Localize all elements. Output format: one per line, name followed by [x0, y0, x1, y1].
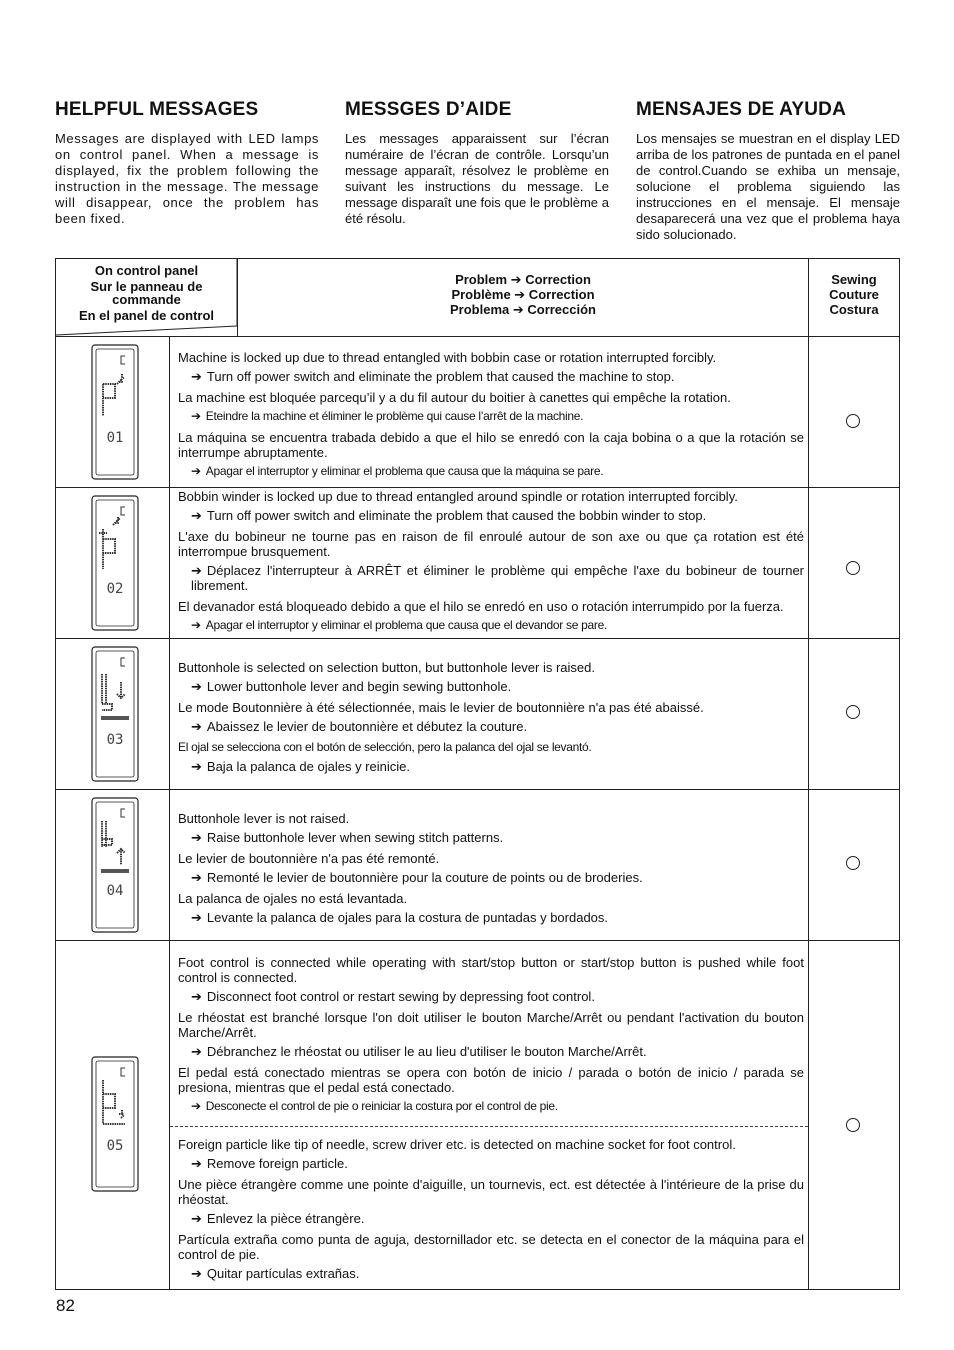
- page-number: 82: [56, 1296, 75, 1315]
- heading-english: HELPFUL MESSAGES: [55, 99, 259, 120]
- problem-text: El devanador está bloqueado debido a que el hilo se enredó en uso o rotación interrumpido por la fuerza.: [178, 599, 784, 614]
- correction-label: Desconecte el control de pie o reiniciar la costura por el control de pie.: [205, 1099, 558, 1113]
- table-row: [56, 638, 899, 789]
- problem-text: Bobbin winder is locked up due to thread entangled around spindle or rotation interrupted forcibly.: [178, 489, 738, 504]
- table-header: [56, 259, 899, 337]
- table-row: [56, 940, 899, 1289]
- correction-label: Remonté le levier de boutonnière pour la couture de points ou de broderies.: [206, 870, 643, 885]
- intro-column-english: [55, 99, 319, 227]
- problem-text: Foreign particle like tip of needle, screw driver etc. is detected on machine socket for foot control.: [178, 1137, 736, 1152]
- problem-text: Machine is locked up due to thread entangled with bobbin case or rotation interrupted forcibly.: [178, 350, 717, 365]
- problem-text: Partícula extraña como punta de aguja, destornillador etc. se detecta en el conector de la máquina para el control de pie.: [178, 1232, 804, 1262]
- correction-label: Apagar el interruptor y eliminar el problema que causa que el devandor se pare.: [205, 618, 607, 632]
- header-sewing-en: Sewing: [831, 272, 877, 287]
- header-sewing-cell: [809, 272, 899, 317]
- svg-text:05: 05: [106, 1138, 124, 1154]
- problem-text: Une pièce étrangère comme une pointe d'aiguille, un tournevis, ect. est détectée à l'intérieure de la prise du rhéostat.: [178, 1177, 804, 1207]
- correction-text: [178, 1266, 804, 1281]
- arrow-icon: ➔: [191, 759, 202, 774]
- row-text: [178, 955, 804, 1120]
- correction-label: Eteindre la machine et éliminer le problème qui cause l’arrêt de la machine.: [205, 409, 584, 423]
- header-sewing-fr: Couture: [829, 287, 879, 302]
- correction-text: [178, 618, 804, 633]
- heading-french: MESSGES D’AIDE: [345, 99, 512, 120]
- correction-label: Lower buttonhole lever and begin sewing buttonhole.: [206, 679, 512, 694]
- problem-text: El pedal está conectado mientras se opera con botón de inicio / parada o botón de inicio / parada se presiona, mientras que el pedal está conectado.: [178, 1065, 804, 1095]
- messages-table: [55, 258, 900, 1290]
- header-panel-fr: Sur le panneau de commande: [90, 279, 203, 307]
- header-sewing-es: Costura: [829, 302, 879, 317]
- problem-text: Le rhéostat est branché lorsque l'on doit utiliser le bouton Marche/Arrêt ou pendant l'activation du bouton Marche/Arrêt.: [178, 1010, 804, 1040]
- correction-text: [178, 464, 804, 479]
- correction-label: Levante la palanca de ojales para la costura de puntadas y bordados.: [206, 910, 609, 925]
- problem-text: El ojal se selecciona con el botón de selección, pero la palanca del ojal se levantó.: [178, 740, 592, 754]
- arrow-icon: ➔: [191, 1266, 202, 1281]
- correction-text: [178, 1156, 804, 1171]
- lcd-display-icon: [91, 344, 139, 480]
- sewing-indicator-icon: [846, 1118, 860, 1132]
- intro-column-spanish: [636, 99, 900, 243]
- correction-text: [178, 759, 804, 774]
- arrow-icon: ➔: [191, 563, 202, 578]
- arrow-icon: ➔: [191, 1099, 201, 1113]
- problem-text: La máquina se encuentra trabada debido a que el hilo se enredó con la caja bobina o a que la rotación se interrumpe abruptamente.: [178, 430, 804, 460]
- arrow-icon: ➔: [191, 830, 202, 845]
- arrow-icon: ➔: [191, 719, 202, 734]
- problem-text: La machine est bloquée parcequ’il y a du fil autour du boitier à canettes qui empêche la rotation.: [178, 390, 731, 405]
- correction-text: [178, 679, 804, 694]
- header-problem-es: Problema ➔ Corrección: [450, 302, 596, 317]
- sewing-indicator-icon: [846, 705, 860, 719]
- svg-text:04: 04: [106, 883, 124, 899]
- correction-text: [178, 989, 804, 1004]
- problem-text: Le mode Boutonnière à été sélectionnée, mais le levier de boutonnière n'a pas été abaissé.: [178, 700, 704, 715]
- arrow-icon: ➔: [191, 989, 202, 1004]
- arrow-icon: ➔: [191, 409, 201, 423]
- correction-text: [178, 830, 804, 845]
- row-text: [178, 489, 804, 639]
- header-problem-fr: Problème ➔ Correction: [451, 287, 595, 302]
- intro-text-english: Messages are displayed with LED lamps on control panel. When a message is displayed, fix the problem following the instruction in the message. The message will disappear, once the problem has been fixed.: [55, 131, 319, 226]
- sewing-indicator-icon: [846, 414, 860, 428]
- col-divider-header: [237, 259, 238, 336]
- lcd-display-icon: [91, 495, 139, 631]
- problem-text: Buttonhole lever is not raised.: [178, 811, 350, 826]
- lcd-display-icon: [91, 646, 139, 782]
- row-text: [178, 811, 804, 931]
- header-problem-en: Problem ➔ Correction: [455, 272, 591, 287]
- correction-label: Enlevez la pièce étrangère.: [206, 1211, 365, 1226]
- row-text: [178, 660, 804, 780]
- arrow-icon: ➔: [191, 1044, 202, 1059]
- header-problem-cell: [238, 272, 808, 317]
- correction-text: [178, 508, 804, 523]
- svg-text:02: 02: [106, 581, 124, 597]
- table-row: [56, 487, 899, 638]
- arrow-icon: ➔: [191, 910, 202, 925]
- row-text: [178, 350, 804, 485]
- correction-text: [178, 719, 804, 734]
- problem-text: Buttonhole is selected on selection button, but buttonhole lever is raised.: [178, 660, 595, 675]
- problem-text: La palanca de ojales no está levantada.: [178, 891, 408, 906]
- problem-text: Foot control is connected while operating with start/stop button or start/stop button is pushed while foot control is connected.: [178, 955, 804, 985]
- correction-label: Apagar el interruptor y eliminar el problema que causa que la máquina se pare.: [205, 464, 604, 478]
- arrow-icon: ➔: [191, 679, 202, 694]
- intro-text-spanish: Los mensajes se muestran en el display LED arriba de los patrones de puntada en el panel de control.Cuando se exhiba un mensaje, solucione el problema siguiendo las instrucciones en el mensaje. El mensaje desaparecerá una vez que el problema haya sido solucionado.: [636, 131, 900, 242]
- correction-label: Turn off power switch and eliminate the problem that caused the machine to stop.: [206, 369, 675, 384]
- heading-spanish: MENSAJES DE AYUDA: [636, 99, 846, 120]
- correction-text: [178, 369, 804, 384]
- dashed-separator: [170, 1126, 808, 1127]
- header-divider: [56, 259, 246, 336]
- intro-column-french: [345, 99, 609, 227]
- correction-label: Quitar partículas extrañas.: [206, 1266, 360, 1281]
- svg-text:01: 01: [106, 430, 124, 446]
- correction-text: [178, 409, 804, 424]
- table-row: [56, 336, 899, 487]
- correction-text: [178, 1099, 804, 1114]
- correction-text: [178, 563, 804, 593]
- arrow-icon: ➔: [191, 508, 202, 523]
- correction-text: [178, 910, 804, 925]
- sewing-indicator-icon: [846, 856, 860, 870]
- correction-text: [178, 1211, 804, 1226]
- sewing-indicator-icon: [846, 561, 860, 575]
- correction-label: Remove foreign particle.: [206, 1156, 348, 1171]
- correction-label: Turn off power switch and eliminate the problem that caused the bobbin winder to stop.: [206, 508, 707, 523]
- arrow-icon: ➔: [191, 618, 201, 632]
- arrow-icon: ➔: [191, 1156, 202, 1171]
- problem-text: Le levier de boutonnière n'a pas été remonté.: [178, 851, 440, 866]
- intro-text-french: Les messages apparaissent sur l’écran numéraire de l’écran de contrôle. Lorsqu’un message apparaît, résolvez le problème en suivant les instructions du message. Le message disparaît une fois que le problème a été résolu.: [345, 131, 609, 226]
- arrow-icon: ➔: [191, 369, 202, 384]
- header-panel-en: On control panel: [94, 263, 199, 278]
- lcd-display-icon: [91, 1056, 139, 1192]
- problem-text: L'axe du bobineur ne tourne pas en raison de fil enroulé autour de son axe ou que ça rotation est été interrompue brusquement.: [178, 529, 804, 559]
- row-text-secondary: [178, 1137, 804, 1287]
- correction-label: Abaissez le levier de boutonnière et débutez la couture.: [206, 719, 528, 734]
- table-row: [56, 789, 899, 940]
- correction-text: [178, 870, 804, 885]
- header-panel-es: En el panel de control: [78, 308, 215, 323]
- correction-label: Raise buttonhole lever when sewing stitch patterns.: [206, 830, 504, 845]
- correction-label: Disconnect foot control or restart sewing by depressing foot control.: [206, 989, 595, 1004]
- arrow-icon: ➔: [191, 464, 201, 478]
- correction-label: Déplacez l'interrupteur à ARRÊT et éliminer le problème qui empêche l'axe du bobineur de tourner librement.: [191, 563, 804, 593]
- svg-text:03: 03: [106, 732, 124, 748]
- correction-text: [178, 1044, 804, 1059]
- lcd-display-icon: [91, 797, 139, 933]
- arrow-icon: ➔: [191, 870, 202, 885]
- correction-label: Baja la palanca de ojales y reinicie.: [206, 759, 410, 774]
- arrow-icon: ➔: [191, 1211, 202, 1226]
- correction-label: Débranchez le rhéostat ou utiliser le au lieu d'utiliser le bouton Marche/Arrêt.: [206, 1044, 647, 1059]
